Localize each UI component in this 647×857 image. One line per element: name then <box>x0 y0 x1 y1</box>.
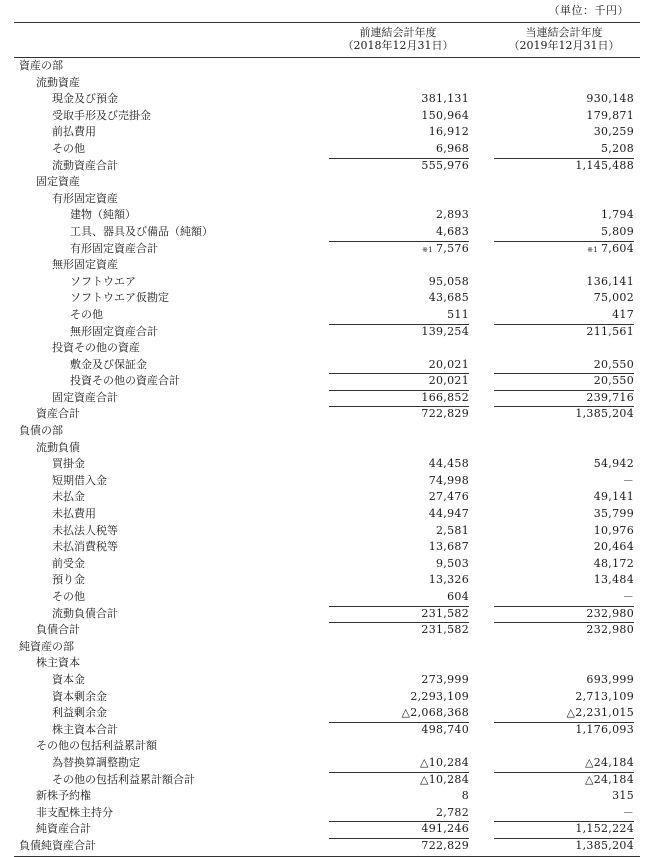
row-label: 利益剰余金 <box>52 706 107 720</box>
curr-value <box>474 788 634 805</box>
prev-value <box>309 124 469 141</box>
value-text: 498,740 <box>421 722 469 736</box>
prev-value <box>309 390 469 407</box>
prev-value <box>309 290 469 307</box>
row-label: 為替換算調整勘定 <box>52 755 140 769</box>
value-text: 179,871 <box>586 108 634 122</box>
curr-value <box>474 489 634 506</box>
value-text: 9,503 <box>436 556 469 570</box>
row-label: 投資その他の資産合計 <box>70 374 180 388</box>
curr-period-label: 当連結会計年度 <box>525 26 603 39</box>
row-label: 株主資本 <box>36 656 80 670</box>
prev-value <box>309 108 469 125</box>
curr-period-date: （2019年12月31日） <box>508 39 620 52</box>
value-text: △24,184 <box>584 755 634 769</box>
prev-value <box>309 224 469 241</box>
row-label: 受取手形及び売掛金 <box>52 108 151 122</box>
prev-value <box>309 689 469 706</box>
prev-value <box>309 456 469 473</box>
value-text: 232,980 <box>586 623 634 637</box>
curr-value <box>474 539 634 556</box>
row-label: 無形固定資産 <box>52 258 118 272</box>
table-row <box>14 224 640 241</box>
value-text: 722,829 <box>421 838 469 852</box>
prev-value <box>309 523 469 540</box>
value-text: 27,476 <box>428 490 469 504</box>
value-text: △10,284 <box>419 755 469 769</box>
table-row <box>14 324 640 341</box>
row-label: 固定資産合計 <box>52 390 118 404</box>
table-row <box>14 307 640 324</box>
value-text: 20,550 <box>593 374 634 388</box>
value-text: 604 <box>447 590 469 603</box>
value-text: 20,021 <box>428 357 469 371</box>
value-text: － <box>622 473 634 487</box>
value-text: 16,912 <box>428 125 469 139</box>
value-text: 13,687 <box>428 540 469 554</box>
value-text: 49,141 <box>593 490 634 504</box>
table-row <box>14 340 640 357</box>
table-row <box>14 158 640 175</box>
row-label: 投資その他の資産 <box>52 341 140 355</box>
table-row <box>14 124 640 141</box>
prev-value <box>309 589 469 606</box>
row-label: その他の包括利益累計額合計 <box>52 772 195 786</box>
table-row <box>14 423 640 440</box>
row-label: その他の包括利益累計額 <box>36 739 157 753</box>
row-label: 負債純資産合計 <box>19 838 96 852</box>
table-row <box>14 174 640 191</box>
value-text: 693,999 <box>586 672 634 686</box>
row-label: 流動資産合計 <box>52 158 118 172</box>
row-label: 負債の部 <box>19 424 63 438</box>
prev-value <box>309 838 469 855</box>
row-label: ソフトウエア <box>70 274 136 288</box>
value-text: 44,458 <box>428 457 469 471</box>
value-text: 20,550 <box>593 357 634 371</box>
value-text: 150,964 <box>421 108 469 122</box>
table-row <box>14 572 640 589</box>
value-text: 417 <box>612 307 634 321</box>
curr-value <box>474 622 634 639</box>
unit-label: （単位：千円） <box>548 4 629 17</box>
prev-value <box>309 274 469 291</box>
curr-value <box>474 556 634 573</box>
table-row <box>14 705 640 722</box>
value-text: △10,284 <box>419 772 469 786</box>
value-text: 2,782 <box>436 805 469 819</box>
value-text: △2,231,015 <box>566 706 634 720</box>
table-row <box>14 755 640 772</box>
table-body <box>14 58 640 855</box>
curr-period-header <box>489 26 639 52</box>
table-row <box>14 257 640 274</box>
value-text: 2,293,109 <box>410 689 469 703</box>
value-text: 2,713,109 <box>575 689 634 703</box>
prev-value <box>309 324 469 341</box>
curr-value <box>474 755 634 772</box>
value-text: 4,683 <box>436 224 469 238</box>
value-text: 511 <box>447 307 469 321</box>
prev-value <box>309 705 469 722</box>
curr-value <box>474 307 634 324</box>
balance-sheet-table <box>14 22 640 855</box>
row-label: 無形固定資産合計 <box>70 324 158 338</box>
row-label: 新株予約権 <box>36 789 91 803</box>
row-label: 資産の部 <box>19 59 63 72</box>
curr-value <box>474 838 634 855</box>
row-label: 工具、器具及び備品（純額） <box>70 224 213 238</box>
value-text: 7,576 <box>436 241 469 255</box>
curr-value <box>474 805 634 822</box>
curr-value <box>474 124 634 141</box>
row-label: ソフトウエア仮勘定 <box>70 291 169 305</box>
value-text: 273,999 <box>421 672 469 686</box>
row-label: 純資産合計 <box>36 822 91 836</box>
value-text: 48,172 <box>593 556 634 570</box>
prev-value <box>309 406 469 423</box>
curr-value <box>474 473 634 490</box>
prev-value <box>309 141 469 158</box>
value-text: 6,968 <box>436 141 469 155</box>
table-row <box>14 290 640 307</box>
value-text: 95,058 <box>428 274 469 288</box>
value-text: 5,809 <box>601 224 634 238</box>
value-text: 1,385,204 <box>575 838 634 852</box>
prev-value <box>309 755 469 772</box>
row-label: 株主資本合計 <box>52 722 118 736</box>
value-text: 136,141 <box>586 274 634 288</box>
table-row <box>14 556 640 573</box>
prev-value <box>309 373 469 390</box>
curr-value <box>474 390 634 407</box>
prev-value <box>309 307 469 324</box>
value-text: 555,976 <box>421 158 469 172</box>
value-text: 211,561 <box>586 324 634 338</box>
table-row <box>14 788 640 805</box>
value-text: 13,326 <box>428 573 469 587</box>
table-row <box>14 506 640 523</box>
value-text: 20,464 <box>593 540 634 554</box>
prev-value <box>309 821 469 838</box>
value-text: 1,145,488 <box>575 158 634 172</box>
row-label: その他 <box>52 141 85 155</box>
curr-value <box>474 689 634 706</box>
table-row <box>14 456 640 473</box>
curr-value <box>474 290 634 307</box>
value-text: 2,893 <box>436 208 469 222</box>
table-row <box>14 473 640 490</box>
value-text: 1,152,224 <box>575 822 634 836</box>
row-label: 資本金 <box>52 672 85 686</box>
value-text: 75,002 <box>593 291 634 305</box>
prev-value <box>309 722 469 739</box>
row-label: 未払金 <box>52 490 85 504</box>
row-label: 流動負債合計 <box>52 606 118 620</box>
row-label: 敷金及び保証金 <box>70 357 147 371</box>
curr-value <box>474 821 634 838</box>
value-text: 2,581 <box>436 523 469 537</box>
prev-value <box>309 539 469 556</box>
curr-value <box>474 672 634 689</box>
row-label: 負債合計 <box>36 623 80 637</box>
curr-value <box>474 572 634 589</box>
curr-value <box>474 705 634 722</box>
row-label: 資産合計 <box>36 407 80 421</box>
value-text: － <box>622 805 634 819</box>
prev-value <box>309 672 469 689</box>
curr-value <box>474 357 634 374</box>
curr-value <box>474 373 634 390</box>
table-row <box>14 489 640 506</box>
row-label: 建物（純額） <box>70 208 136 222</box>
prev-value <box>309 606 469 623</box>
row-label: 純資産の部 <box>19 639 74 653</box>
curr-value <box>474 406 634 423</box>
value-text: 166,852 <box>421 390 469 404</box>
table-row <box>14 141 640 158</box>
value-text: 491,246 <box>421 822 469 836</box>
table-row <box>14 58 640 75</box>
prev-value <box>309 506 469 523</box>
table-header <box>14 22 640 58</box>
curr-value <box>474 506 634 523</box>
row-label: 前受金 <box>52 556 85 570</box>
table-row <box>14 805 640 822</box>
prev-value <box>309 788 469 805</box>
value-text: △2,068,368 <box>401 706 469 720</box>
prev-value <box>309 622 469 639</box>
curr-value <box>474 722 634 739</box>
value-text: 43,685 <box>428 291 469 305</box>
row-label: 流動負債 <box>36 440 80 454</box>
prev-value <box>309 158 469 175</box>
row-label: 流動資産 <box>36 75 80 89</box>
row-label: 未払費用 <box>52 507 96 521</box>
table-row <box>14 838 640 855</box>
value-text: 239,716 <box>586 390 634 404</box>
value-text: 231,582 <box>421 623 469 637</box>
value-text: 315 <box>612 789 634 803</box>
value-text: 20,021 <box>428 374 469 388</box>
curr-value <box>474 158 634 175</box>
table-row <box>14 622 640 639</box>
value-text: 8 <box>461 789 469 803</box>
prev-value <box>309 357 469 374</box>
table-row <box>14 523 640 540</box>
prev-period-header <box>323 26 473 52</box>
curr-value <box>474 224 634 241</box>
prev-value <box>309 489 469 506</box>
table-row <box>14 241 640 258</box>
value-text: 722,829 <box>421 407 469 421</box>
row-label: 短期借入金 <box>52 473 107 487</box>
row-label: 固定資産 <box>36 175 80 189</box>
table-row <box>14 672 640 689</box>
value-text: 7,604 <box>601 241 634 255</box>
prev-period-label: 前連結会計年度 <box>359 26 437 39</box>
table-row <box>14 738 640 755</box>
curr-value <box>474 324 634 341</box>
table-row <box>14 274 640 291</box>
row-label: 未払法人税等 <box>52 523 118 537</box>
value-text: 139,254 <box>421 324 469 338</box>
value-text: 44,947 <box>428 507 469 521</box>
prev-value <box>309 207 469 224</box>
value-text: 13,484 <box>593 573 634 587</box>
value-text: 381,131 <box>421 92 469 106</box>
value-text: 1,385,204 <box>575 407 634 421</box>
value-text: 54,942 <box>593 457 634 471</box>
value-text: 1,794 <box>601 208 634 222</box>
table-row <box>14 655 640 672</box>
curr-value <box>474 523 634 540</box>
note-marker: ※1 <box>587 245 598 254</box>
curr-value <box>474 274 634 291</box>
table-row <box>14 406 640 423</box>
value-text: 930,148 <box>586 92 634 106</box>
table-row <box>14 589 640 606</box>
value-text: 10,976 <box>593 523 634 537</box>
prev-value <box>309 473 469 490</box>
value-text: 232,980 <box>586 606 634 620</box>
prev-value <box>309 241 469 259</box>
table-row <box>14 639 640 656</box>
table-row <box>14 772 640 789</box>
row-label: 有形固定資産合計 <box>70 241 158 255</box>
table-row <box>14 689 640 706</box>
row-label: 預り金 <box>52 573 85 587</box>
value-text: 231,582 <box>421 606 469 620</box>
value-text: 5,208 <box>601 141 634 155</box>
value-text: 30,259 <box>593 125 634 139</box>
curr-value <box>474 141 634 158</box>
row-label: 非支配株主持分 <box>36 805 113 819</box>
table-row <box>14 440 640 457</box>
prev-value <box>309 91 469 108</box>
table-row <box>14 722 640 739</box>
row-label: 資本剰余金 <box>52 689 107 703</box>
table-row <box>14 821 640 838</box>
row-label: 未払消費税等 <box>52 540 118 554</box>
value-text: 1,176,093 <box>575 722 634 736</box>
curr-value <box>474 207 634 224</box>
prev-value <box>309 572 469 589</box>
row-label: その他 <box>70 307 103 321</box>
row-label: 前払費用 <box>52 125 96 139</box>
table-row <box>14 373 640 390</box>
curr-value <box>474 589 634 606</box>
prev-value <box>309 556 469 573</box>
prev-value <box>309 772 469 789</box>
table-row <box>14 75 640 92</box>
table-row <box>14 357 640 374</box>
curr-value <box>474 91 634 108</box>
table-row <box>14 390 640 407</box>
table-row <box>14 91 640 108</box>
table-row <box>14 191 640 208</box>
prev-value <box>309 805 469 822</box>
table-row <box>14 606 640 623</box>
row-label: 現金及び預金 <box>52 92 118 106</box>
curr-value <box>474 241 634 259</box>
row-label: その他 <box>52 590 85 603</box>
curr-value <box>474 456 634 473</box>
value-text: △24,184 <box>584 772 634 786</box>
table-row <box>14 207 640 224</box>
curr-value <box>474 772 634 789</box>
note-marker: ※1 <box>422 245 433 254</box>
table-row <box>14 108 640 125</box>
value-text: － <box>622 590 634 603</box>
curr-value <box>474 108 634 125</box>
row-label: 買掛金 <box>52 457 85 471</box>
value-text: 35,799 <box>593 507 634 521</box>
curr-value <box>474 606 634 623</box>
row-label: 有形固定資産 <box>52 191 118 205</box>
value-text: 74,998 <box>428 473 469 487</box>
table-row <box>14 539 640 556</box>
prev-period-date: （2018年12月31日） <box>342 39 454 52</box>
